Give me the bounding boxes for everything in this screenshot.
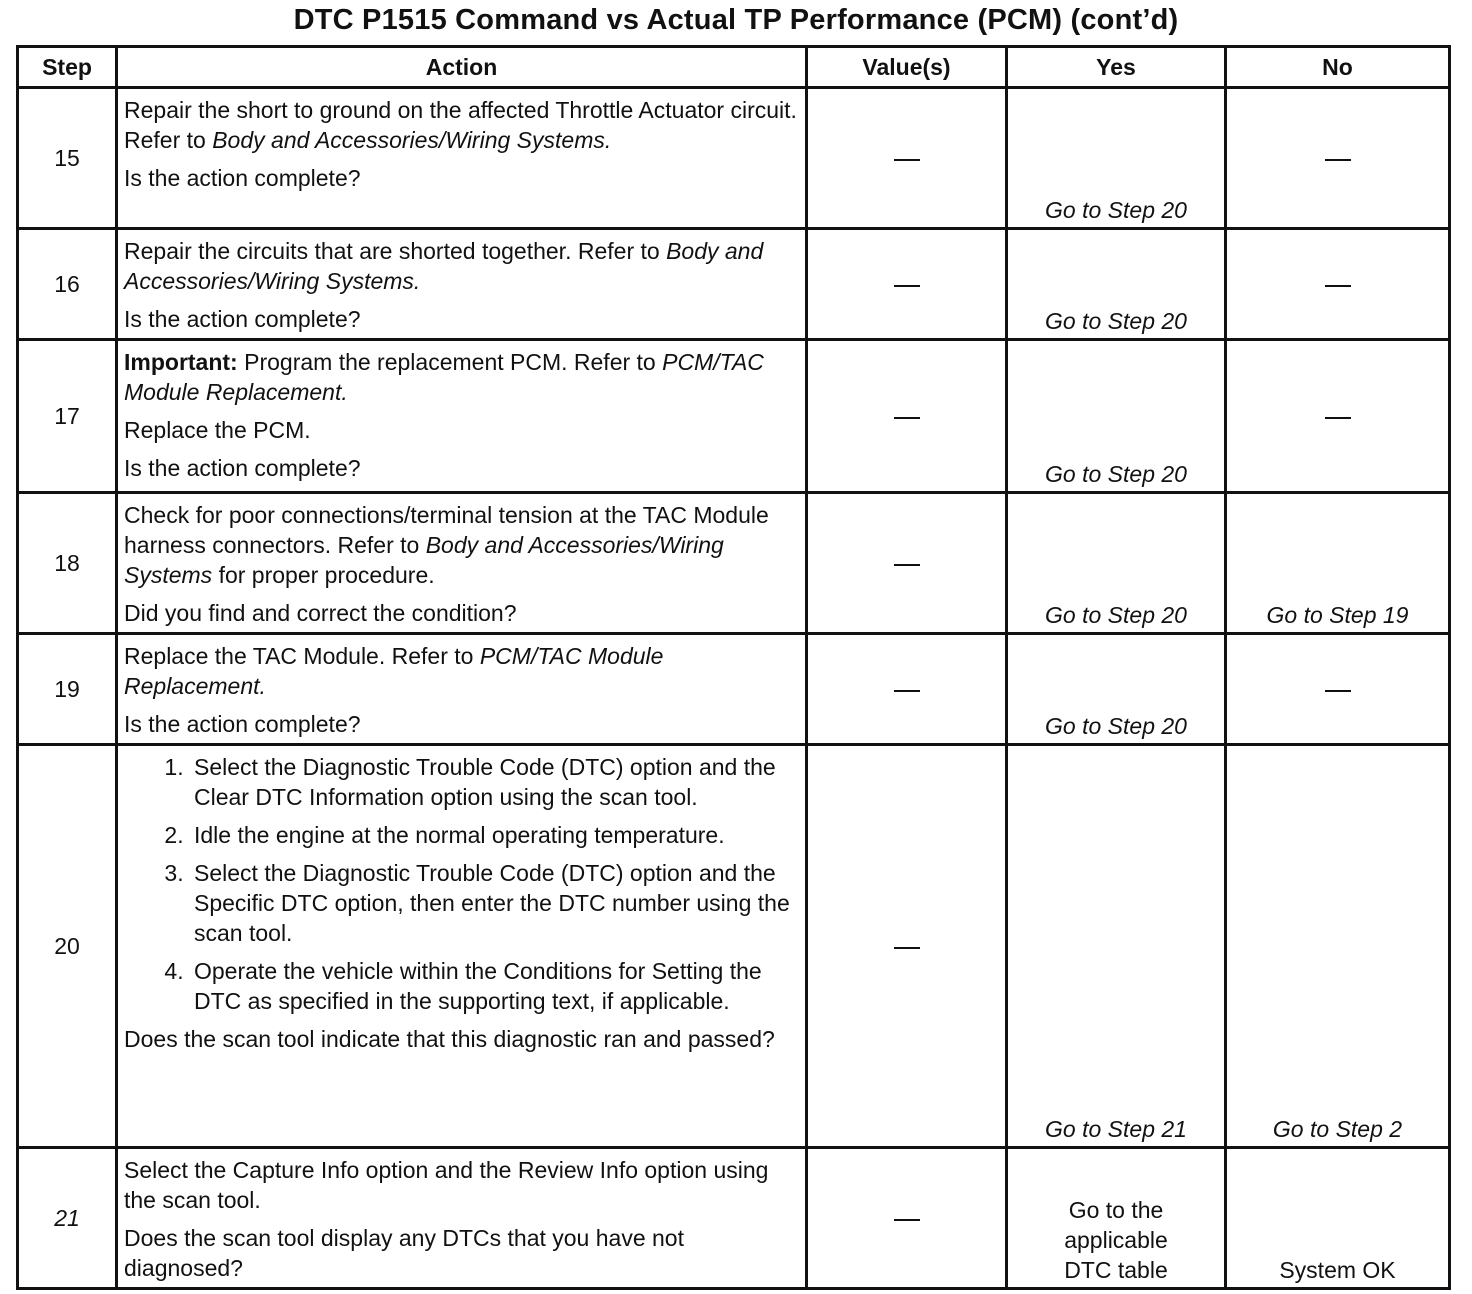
action-text-tail: for proper procedure. (212, 562, 435, 588)
value-dash (894, 690, 920, 692)
yes-cell (1007, 493, 1226, 634)
yes-cell (1007, 229, 1226, 340)
value-dash (894, 1219, 920, 1221)
no-cell (1226, 745, 1450, 1148)
yes-result: Go to Step 20 (1045, 461, 1187, 487)
no-cell (1226, 493, 1450, 634)
no-cell (1226, 229, 1450, 340)
action-text: Program the replacement PCM. Refer to (237, 349, 663, 375)
action-reference: PCM/TAC Module Replacement. (124, 643, 664, 699)
yes-result: Go to Step 20 (1045, 713, 1187, 739)
action-text: Replace the PCM. (124, 417, 311, 443)
action-cell (117, 493, 807, 634)
list-item: 2. Idle the engine at the normal operating temperature. (190, 820, 797, 850)
header-action: Action (117, 47, 807, 88)
no-result: Go to Step 19 (1266, 602, 1409, 628)
value-cell (807, 634, 1007, 745)
yes-cell (1007, 1148, 1226, 1289)
header-yes: Yes (1007, 47, 1226, 88)
yes-result: Go to Step 21 (1045, 1116, 1187, 1142)
no-result: Go to Step 2 (1272, 1116, 1403, 1142)
table-row (18, 340, 1450, 493)
list-item: 1. Select the Diagnostic Trouble Code (DTC) option and the Clear DTC Information option using the scan tool. (190, 752, 797, 812)
step-number: 21 (18, 1148, 117, 1289)
table-row (18, 634, 1450, 745)
no-cell (1226, 634, 1450, 745)
yes-result: Go to Step 20 (1045, 197, 1187, 223)
value-dash (894, 564, 920, 566)
no-dash (1325, 285, 1351, 287)
action-question: Is the action complete? (124, 711, 361, 737)
diagnostic-table (16, 45, 1451, 1290)
no-result: System OK (1279, 1257, 1396, 1283)
action-text: Repair the circuits that are shorted together. Refer to (124, 238, 667, 264)
value-cell (807, 745, 1007, 1148)
step-number: 15 (18, 88, 117, 229)
yes-result: Go to Step 20 (1045, 602, 1187, 628)
table-row (18, 1148, 1450, 1289)
action-cell (117, 340, 807, 493)
action-cell (117, 229, 807, 340)
no-cell (1226, 1148, 1450, 1289)
value-cell (807, 229, 1007, 340)
action-question: Is the action complete? (124, 455, 361, 481)
important-label: Important: (124, 349, 238, 375)
value-dash (894, 285, 920, 287)
header-no: No (1226, 47, 1450, 88)
value-cell (807, 1148, 1007, 1289)
action-cell (117, 88, 807, 229)
action-text: Repair the short to ground on the affected Throttle Actuator circuit. Refer to (124, 97, 797, 153)
value-cell (807, 340, 1007, 493)
header-step: Step (18, 47, 117, 88)
action-question: Does the scan tool indicate that this diagnostic ran and passed? (124, 1026, 775, 1052)
yes-cell (1007, 340, 1226, 493)
no-dash (1325, 159, 1351, 161)
table-header-row (18, 47, 1450, 88)
yes-cell (1007, 88, 1226, 229)
value-cell (807, 88, 1007, 229)
yes-result: Go to Step 20 (1045, 308, 1187, 334)
list-item: 4. Operate the vehicle within the Conditions for Setting the DTC as specified in the supporting text, if applicable. (190, 956, 797, 1016)
step-number: 17 (18, 340, 117, 493)
step-number: 20 (18, 745, 117, 1148)
header-values: Value(s) (807, 47, 1007, 88)
action-text: Replace the TAC Module. Refer to (124, 643, 480, 669)
action-text: Check for poor connections/terminal tension at the TAC Module harness connectors. Refer to (124, 502, 769, 558)
no-cell (1226, 88, 1450, 229)
no-cell (1226, 340, 1450, 493)
table-row (18, 745, 1450, 1148)
action-reference: Body and Accessories/Wiring Systems. (124, 238, 764, 294)
value-dash (894, 417, 920, 419)
action-question: Did you find and correct the condition? (124, 600, 517, 626)
procedure-list (124, 752, 797, 1016)
no-dash (1325, 690, 1351, 692)
value-dash (894, 159, 920, 161)
yes-cell (1007, 745, 1226, 1148)
yes-result: Go to the applicable DTC table (1064, 1197, 1168, 1283)
action-cell (117, 745, 807, 1148)
action-question: Is the action complete? (124, 306, 361, 332)
step-number: 19 (18, 634, 117, 745)
step-number: 18 (18, 493, 117, 634)
action-cell (117, 1148, 807, 1289)
step-number: 16 (18, 229, 117, 340)
value-dash (894, 947, 920, 949)
action-cell (117, 634, 807, 745)
action-reference: PCM/TAC Module Replacement. (124, 349, 764, 405)
action-question: Does the scan tool display any DTCs that you have not diagnosed? (124, 1225, 684, 1281)
action-reference: Body and Accessories/Wiring Systems (124, 532, 724, 588)
table-row (18, 88, 1450, 229)
page-title: DTC P1515 Command vs Actual TP Performance (PCM) (cont’d) (293, 4, 1179, 36)
no-dash (1325, 417, 1351, 419)
table-row (18, 229, 1450, 340)
action-question: Is the action complete? (124, 165, 361, 191)
value-cell (807, 493, 1007, 634)
yes-cell (1007, 634, 1226, 745)
action-reference: Body and Accessories/Wiring Systems. (212, 127, 612, 153)
list-item: 3. Select the Diagnostic Trouble Code (DTC) option and the Specific DTC option, then enter the DTC number using the scan tool. (190, 858, 797, 948)
table-row (18, 493, 1450, 634)
action-text: Select the Capture Info option and the Review Info option using the scan tool. (124, 1157, 769, 1213)
